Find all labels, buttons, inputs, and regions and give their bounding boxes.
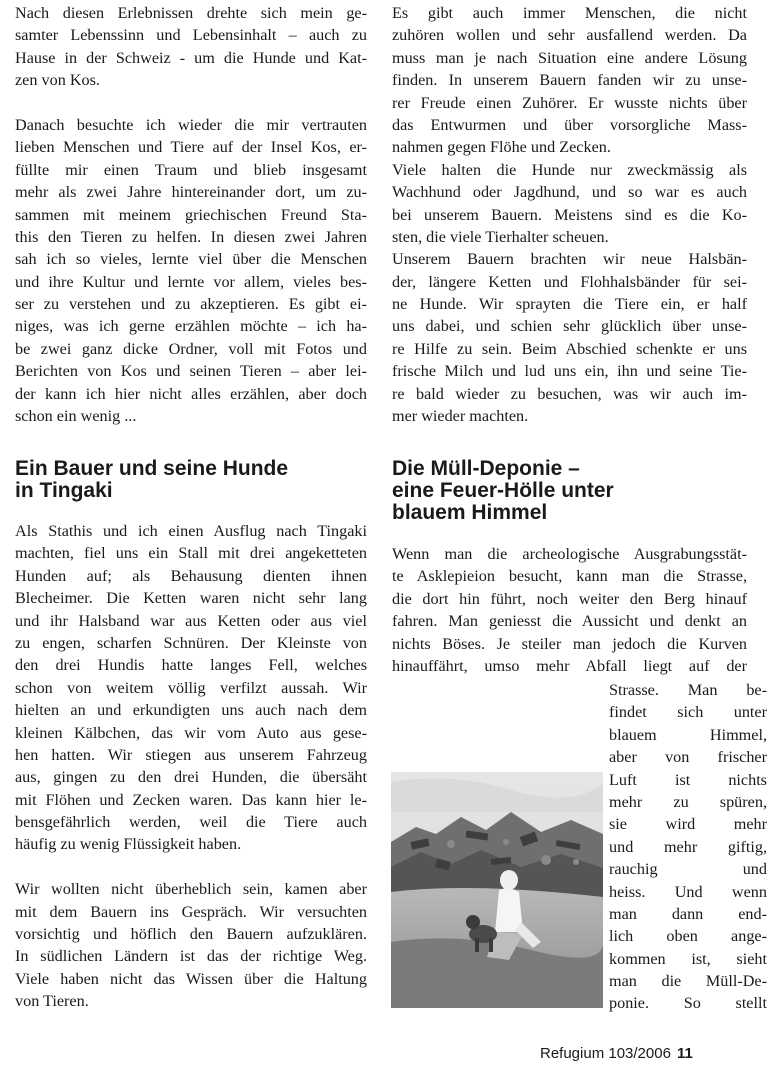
text-line: sie wird mehr [609,815,767,834]
text-line: Blecheimer. Die Ketten waren nicht sehr lang [15,589,367,608]
text-line: der, längere Ketten und Flohhalsbänder für sei- [392,272,747,291]
text-line: re bald wieder zu besuchen, was wir auch im- [392,384,747,403]
text-line: Nach diesen Erlebnissen drehte sich mein ge- [15,4,367,22]
text-line: mehr zu spüren, [609,792,767,811]
heading-line: eine Feuer-Hölle unter [392,479,614,502]
text-line: mit dem Bauern ins Gespräch. Wir versuchten [15,902,367,921]
text-line: ser zu verstehen und zu akzeptieren. Es gibt ei- [15,295,367,314]
text-line: Danach besuchte ich wieder die mir vertrauten [15,115,367,134]
heading-line: Die Müll-Deponie – [392,457,580,480]
text-line: niges, was ich gerne erzählen möchte – ich ha- [15,317,367,336]
heading-line: Ein Bauer und seine Hunde [15,457,289,480]
text-line: this den Tieren zu helfen. In diesen zwei Jahren [15,227,367,246]
text-line: nichts Böses. Je steiler man jedoch die Kurven [392,634,747,653]
paragraph [392,248,747,427]
text-line: machten, fiel uns ein Stall mit drei angeketteten [15,544,367,563]
paragraph [15,114,367,427]
wrapped-text-beside-photo [609,679,767,1015]
text-line: aber von frischer [609,748,767,767]
text-line: te Asklepieion besucht, kann man die Strasse, [392,567,747,586]
text-line: Viele haben nicht das Wissen über die Haltung [15,969,367,988]
text-line: Es gibt auch immer Menschen, die nicht [392,4,747,22]
text-line: finden. In unserem Bauern fanden wir zu unse- [392,71,747,90]
paragraph [15,520,367,856]
left-column-lower [15,520,367,1013]
text-line: von Tieren. [15,992,89,1011]
paragraph [392,2,747,159]
text-line: muss man je nach Situation eine andere Lösung [392,48,747,67]
right-column [392,2,747,427]
text-line: man dann end- [609,904,767,923]
text-line: sten, die viele Tierhalter scheuen. [392,227,609,246]
text-line: Unserem Bauern brachten wir neue Halsbän- [392,250,747,269]
text-line: hen hatten. Wir stiegen aus unserem Fahrzeug [15,745,367,764]
text-line: be zwei ganz dicke Ordner, voll mit Fotos und [15,339,367,358]
text-line: frische Milch und lud uns ein, ihn und seine Tie- [392,362,747,381]
text-line: samter Lebenssinn und Lebensinhalt – auch zu [15,26,367,45]
text-line: rauchig und [609,860,767,879]
text-line: den drei Hundis hatte langes Fell, welches [15,656,367,675]
text-line: Strasse. Man be- [609,681,767,699]
text-line: fahren. Man geniesst die Aussicht und denkt an [392,612,747,631]
text-line: lieben Menschen und Tiere auf der Insel Kos, er- [15,138,367,157]
page-footer [540,1045,693,1062]
text-line: sammen mit meinem griechischen Freund Sta- [15,205,367,224]
text-line: Hause in der Schweiz - um die Hunde und Kat- [15,48,367,67]
section-heading [15,458,288,502]
text-line: der kann ich hier nicht alles erzählen, aber doch [15,384,367,403]
left-column [15,2,367,427]
text-line: zu engen, scharfen Schnüren. Der Kleinste von [15,633,367,652]
text-line: und mehr giftig, [609,837,767,856]
text-line: ne Hunde. Wir sprayten die Tiere ein, er half [392,295,747,314]
text-line: Luft ist nichts [609,770,767,789]
text-line: Als Stathis und ich einen Ausflug nach Tingaki [15,522,367,540]
text-line: lich oben ange- [609,927,767,946]
photo-image [391,772,603,1008]
text-line: ponie. So stellt [609,994,767,1013]
text-line: Wir wollten nicht überheblich sein, kamen aber [15,880,367,899]
text-line: schon von weitem völlig verfilzt aussah. Wir [15,678,367,697]
paragraph [15,2,367,92]
landfill-photo [391,772,603,1008]
text-line: man die Müll-De- [609,972,767,991]
text-line: Viele halten die Hunde nur zweckmässig als [392,160,747,179]
text-line: die dort hin führt, noch weiter den Berg hinauf [392,589,747,608]
paragraph [392,543,747,677]
text-line: mit Flöhen und Zecken waren. Das kann hier le- [15,790,367,809]
text-line: und ihr Halsband war aus Ketten oder aus viel [15,611,367,630]
text-line: Wenn man die archeologische Ausgrabungsstät- [392,545,747,563]
text-line: schon ein wenig ... [15,407,137,426]
text-line: In südlichen Ländern ist das der richtige Weg. [15,947,367,966]
text-line: rer Freude einen Zuhörer. Er wusste nichts über [392,93,747,112]
spacer [15,856,367,878]
text-line: und ihre Kultur und lernte vor allem, vieles bes- [15,272,367,291]
text-line: kleinen Kälbchen, das wir vom Auto aus gese- [15,723,367,742]
text-line: häufig zu wenig Flüssigkeit haben. [15,835,242,854]
text-line: hielten an und erkundigten uns auch nach dem [15,701,367,720]
text-line: bei unserem Bauern. Meistens sind es die Ko- [392,205,747,224]
text-line: heiss. Und wenn [609,882,767,901]
text-line: Wachhund oder Jagdhund, und so war es auch [392,183,747,202]
text-line: findet sich unter [609,703,767,722]
text-line: zen von Kos. [15,71,100,90]
heading-line: blauem Himmel [392,501,548,524]
text-line: füllte mir einen Traum und blieb insgesamt [15,160,367,179]
publication-name: Refugium 103/2006 [540,1045,671,1062]
spacer [15,92,367,114]
paragraph [392,159,747,249]
text-line: Hunden auf; als Behausung dienten ihnen [15,566,367,585]
text-line: nahmen gegen Flöhe und Zecken. [392,138,611,157]
heading-line: in Tingaki [15,479,113,502]
text-line: uns dabei, und schien sehr glücklich über unse- [392,317,747,336]
text-line: mer wieder machten. [392,407,529,426]
paragraph [15,878,367,1012]
text-line: sah ich so vieles, lernte viel über die Menschen [15,250,367,269]
text-line: aus, gingen zu den drei Hunden, die übersäht [15,768,367,787]
text-line: hinauffährt, umso mehr Abfall liegt auf der [392,656,747,675]
text-line: Berichten von Kos und seinen Tieren – aber lei- [15,362,367,381]
text-line: kommen ist, sieht [609,949,767,968]
section-heading [392,458,614,524]
text-line: blauem Himmel, [609,725,767,744]
text-line: bensgefährlich werden, weil die Tiere auch [15,813,367,832]
text-line: vorsichtig und höflich den Bauern aufzuklären. [15,925,367,944]
page-number: 11 [676,1045,693,1062]
text-line: zuhören wollen und sehr ausfallend werden. Da [392,26,747,45]
text-line: re Hilfe zu sein. Beim Abschied schenkte er uns [392,339,747,358]
right-column-lower [392,543,747,677]
text-line: das Entwurmen und über vorsorgliche Mass- [392,115,747,134]
text-line: mehr als zwei Jahre hintereinander dort, um zu- [15,183,367,202]
